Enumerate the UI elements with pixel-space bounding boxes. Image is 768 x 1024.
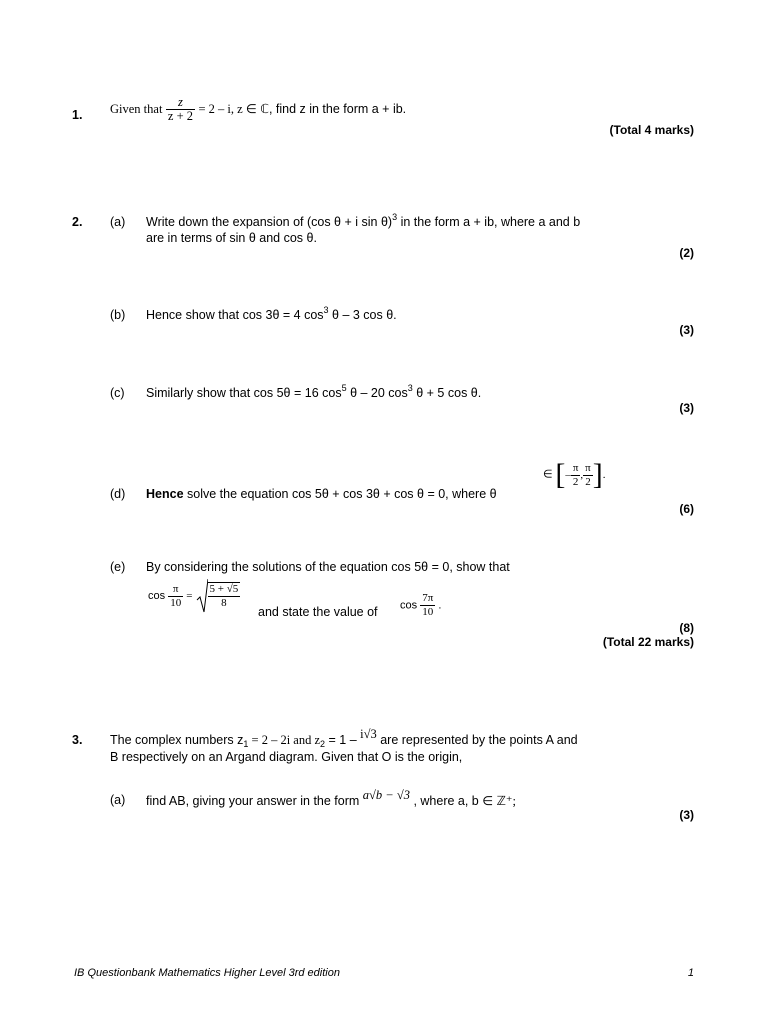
q2c-marks: (3) [679, 401, 694, 415]
q3a-form: a√b − √3 [362, 788, 410, 802]
q1-number: 1. [72, 108, 83, 122]
radical-sign-icon [196, 578, 208, 614]
q3a-label: (a) [110, 793, 126, 807]
q1-rhs: = 2 – i, z ∈ [198, 101, 257, 116]
q2b-exp: 3 [323, 305, 329, 315]
q2a-label: (a) [110, 215, 126, 229]
q2a-line1-pre: Write down the expansion of (cos θ + i sin θ) [146, 215, 393, 229]
q3-line1-b: = 2 – 2i and z [248, 733, 321, 747]
q3-sub1: 1 [243, 739, 249, 749]
q2e-pi-over-10: $\frac{\pi}{10}$ [170, 582, 182, 609]
q2c-text [146, 383, 482, 400]
q2d-interval-in: ∈ [543, 468, 553, 481]
q3-line1-e: are represented by the points A and [380, 733, 578, 747]
q3-sub2: 2 [320, 739, 326, 749]
q3-line2: B respectively on an Argand diagram. Given that O is the origin, [110, 750, 463, 764]
q1-text [110, 96, 406, 123]
q3-line1-a: The complex numbers z [110, 733, 244, 747]
footer-source: IB Questionbank Mathematics Higher Level 3rd edition [74, 967, 340, 979]
q2e-and-state: and state the value of [258, 605, 378, 619]
q1-total: (Total 4 marks) [609, 123, 694, 137]
q2d-text [146, 487, 497, 501]
q2c-exp1: 5 [341, 383, 347, 393]
q1-tail: , find z in the form a + ib. [268, 101, 407, 116]
q2d-bracket-right: ] [592, 458, 603, 491]
q1-lead: Given that [110, 101, 163, 116]
q2e-formula: cos $\frac{\pi}{10}$ = $\frac{5 + √5}{8}$ [148, 578, 240, 614]
q3a-text [146, 788, 516, 809]
q2d-interval: ∈ [– $\frac{\pi}{2}$ , $\frac{\pi}{2}$ ]. [543, 458, 606, 491]
q3-line1-c: = 1 – [325, 733, 357, 747]
q2d-hence: Hence [146, 487, 184, 501]
q2e-cos: cos [148, 590, 166, 602]
q2e-marks: (8) [679, 621, 694, 635]
q3a-pre: find AB, giving your answer in the form [146, 794, 360, 808]
q1-set: ℂ [260, 101, 269, 116]
q2b-label: (b) [110, 308, 126, 322]
q2a-marks: (2) [679, 246, 694, 260]
q2d-frac2: $\frac{\pi}{2}$ [585, 461, 591, 488]
q2d-marks: (6) [679, 502, 694, 516]
q2b-marks: (3) [679, 323, 694, 337]
footer-page-number: 1 [687, 967, 694, 979]
q1-frac-den: z + 2 [167, 109, 194, 123]
q3-line1 [110, 727, 578, 749]
q2a-line1-post: in the form a + ib, where a and b [397, 215, 581, 229]
q3-number: 3. [72, 733, 83, 747]
q2a-line1 [146, 212, 581, 229]
q3a-post: , where a, b ∈ [413, 794, 494, 808]
q2-total: (Total 22 marks) [602, 635, 694, 649]
q2e-sqrt: $\frac{5 + √5}{8}$ [196, 578, 241, 614]
q3-i-root3: i√3 [360, 727, 377, 741]
q2e-7pi-over-10: $\frac{7\pi}{10}$ [422, 592, 434, 618]
q1-frac-num: z [166, 96, 195, 110]
q2d-frac1: $\frac{\pi}{2}$ [572, 461, 579, 488]
q2d-equation: solve the equation cos 5θ + cos 3θ + cos θ = 0, where θ [183, 487, 497, 501]
q2e-cos2: cos [400, 599, 418, 612]
q2a-exp: 3 [392, 212, 398, 222]
q2c-pre: Similarly show that cos 5θ = 16 cos [146, 386, 342, 400]
q2a-line2: are in terms of sin θ and cos θ. [146, 231, 317, 245]
q3a-set: ℤ⁺; [496, 794, 516, 808]
q2b-text [146, 305, 397, 322]
q2b-post: θ – 3 cos θ. [328, 308, 397, 322]
q2c-post: θ + 5 cos θ. [412, 386, 482, 400]
q2b-pre: Hence show that cos 3θ = 4 cos [146, 308, 324, 322]
q2e-label: (e) [110, 560, 126, 574]
q2c-mid: θ – 20 cos [346, 386, 408, 400]
q2-number: 2. [72, 215, 83, 229]
q2d-label: (d) [110, 487, 126, 501]
q1-fraction [166, 96, 195, 123]
q2c-label: (c) [110, 386, 125, 400]
q3a-marks: (3) [679, 808, 694, 822]
q2d-bracket-left: [ [555, 458, 566, 491]
q2c-exp2: 3 [407, 383, 413, 393]
q2e-line1: By considering the solutions of the equation cos 5θ = 0, show that [146, 560, 510, 574]
q2e-formula2: cos $\frac{7\pi}{10}$ . [400, 592, 442, 618]
